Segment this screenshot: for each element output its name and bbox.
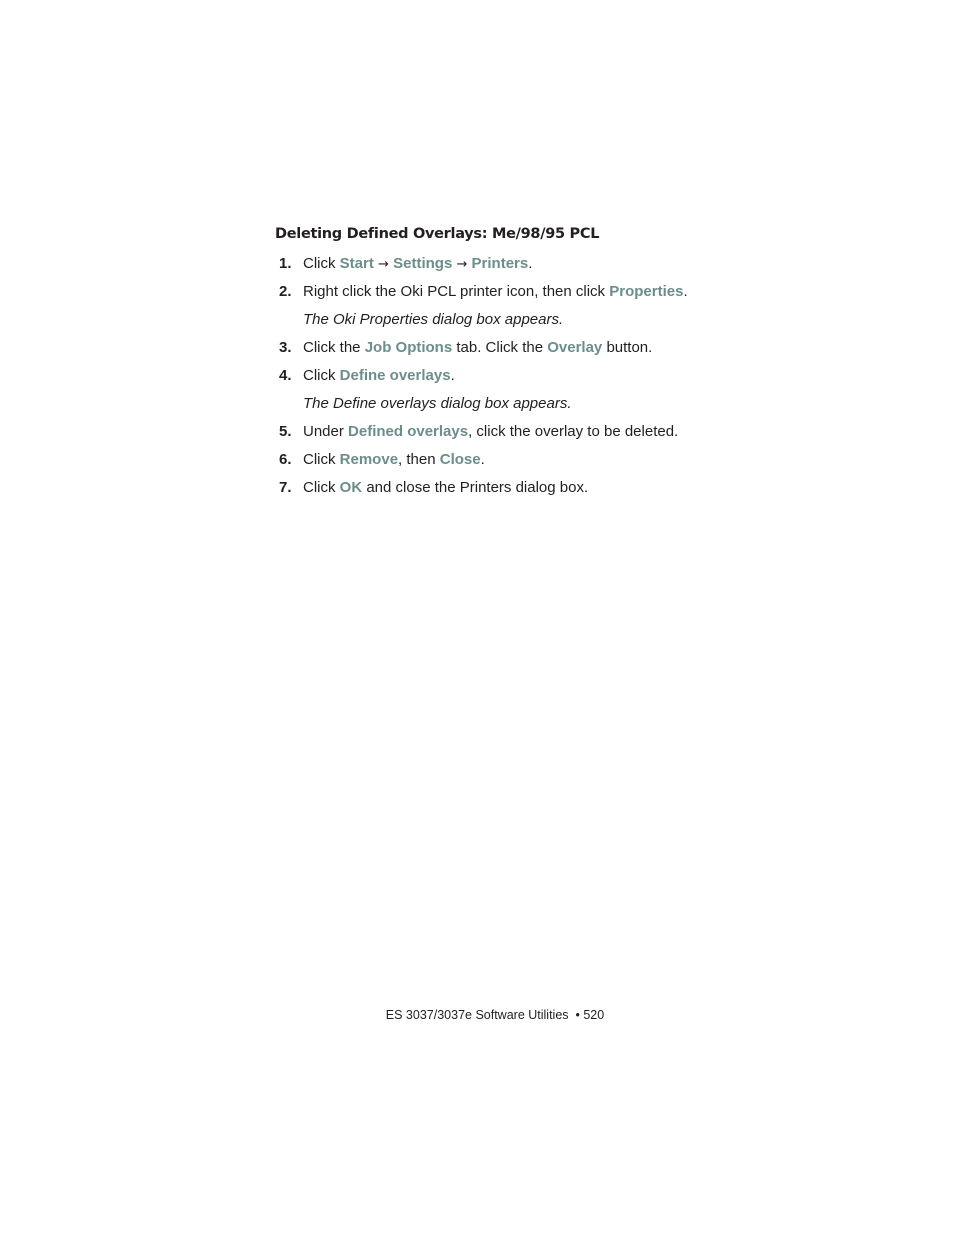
step-text-part: . <box>450 367 455 384</box>
ui-term-printers: Printers <box>471 255 529 272</box>
ui-term-define-overlays: Define overlays <box>339 367 451 384</box>
section-heading: Deleting Defined Overlays: Me/98/95 PCL <box>275 226 600 242</box>
step-2-note <box>275 306 835 334</box>
step-text <box>303 250 532 279</box>
step-number: 6. <box>279 451 292 468</box>
ui-term-close: Close <box>439 451 481 468</box>
step-number: 2. <box>279 283 292 300</box>
step-text-part: . <box>480 451 485 468</box>
ui-term-job-options: Job Options <box>364 339 453 356</box>
step-text <box>303 278 688 306</box>
step-text-part: , click the overlay to be deleted. <box>468 423 679 440</box>
step-text <box>303 474 588 502</box>
step-4-note <box>275 390 835 418</box>
page-footer <box>0 1006 954 1024</box>
step-text-part: Right click the Oki PCL printer icon, then click <box>303 283 610 300</box>
step-number: 5. <box>279 423 292 440</box>
step-text-part: , then <box>398 451 440 468</box>
ui-term-defined-overlays: Defined overlays <box>348 423 469 440</box>
arrow-right-icon: → <box>378 257 389 272</box>
step-text-part: Click the <box>303 339 365 356</box>
step-text-part: button. <box>602 339 653 356</box>
step-text-part: Click <box>303 367 340 384</box>
step-text-part: and close the Printers dialog box. <box>362 479 589 496</box>
step-number: 3. <box>279 339 292 356</box>
step-4 <box>275 362 835 390</box>
step-7 <box>275 474 835 502</box>
document-body <box>275 222 835 502</box>
step-5 <box>275 418 835 446</box>
step-1 <box>275 250 835 278</box>
step-text-part: Click <box>303 451 340 468</box>
step-text <box>303 418 678 446</box>
ui-term-start: Start <box>339 255 374 272</box>
step-text-part: tab. Click the <box>452 339 548 356</box>
step-2 <box>275 278 835 306</box>
step-text <box>303 362 455 390</box>
result-note: The Oki Properties dialog box appears. <box>303 311 564 328</box>
step-text-part: Click <box>303 479 340 496</box>
page-number: 520 <box>583 1008 605 1022</box>
ui-term-remove: Remove <box>339 451 399 468</box>
step-number: 4. <box>279 367 292 384</box>
ui-term-properties: Properties <box>609 283 684 300</box>
step-text <box>303 334 652 362</box>
arrow-right-icon: → <box>456 257 468 272</box>
step-text <box>303 446 485 474</box>
step-number: 1. <box>279 255 292 272</box>
footer-bullet: • <box>575 1008 580 1022</box>
step-text-part: . <box>528 255 533 272</box>
step-6 <box>275 446 835 474</box>
footer-title: ES 3037/3037e Software Utilities <box>385 1008 569 1022</box>
step-text-part: Under <box>303 423 349 440</box>
result-note: The Define overlays dialog box appears. <box>303 395 572 412</box>
ui-term-overlay: Overlay <box>547 339 603 356</box>
step-text-part: Click <box>303 255 340 272</box>
step-text-part: . <box>683 283 688 300</box>
step-3 <box>275 334 835 362</box>
step-number: 7. <box>279 479 292 496</box>
ui-term-settings: Settings <box>393 255 453 272</box>
ui-term-ok: OK <box>339 479 363 496</box>
